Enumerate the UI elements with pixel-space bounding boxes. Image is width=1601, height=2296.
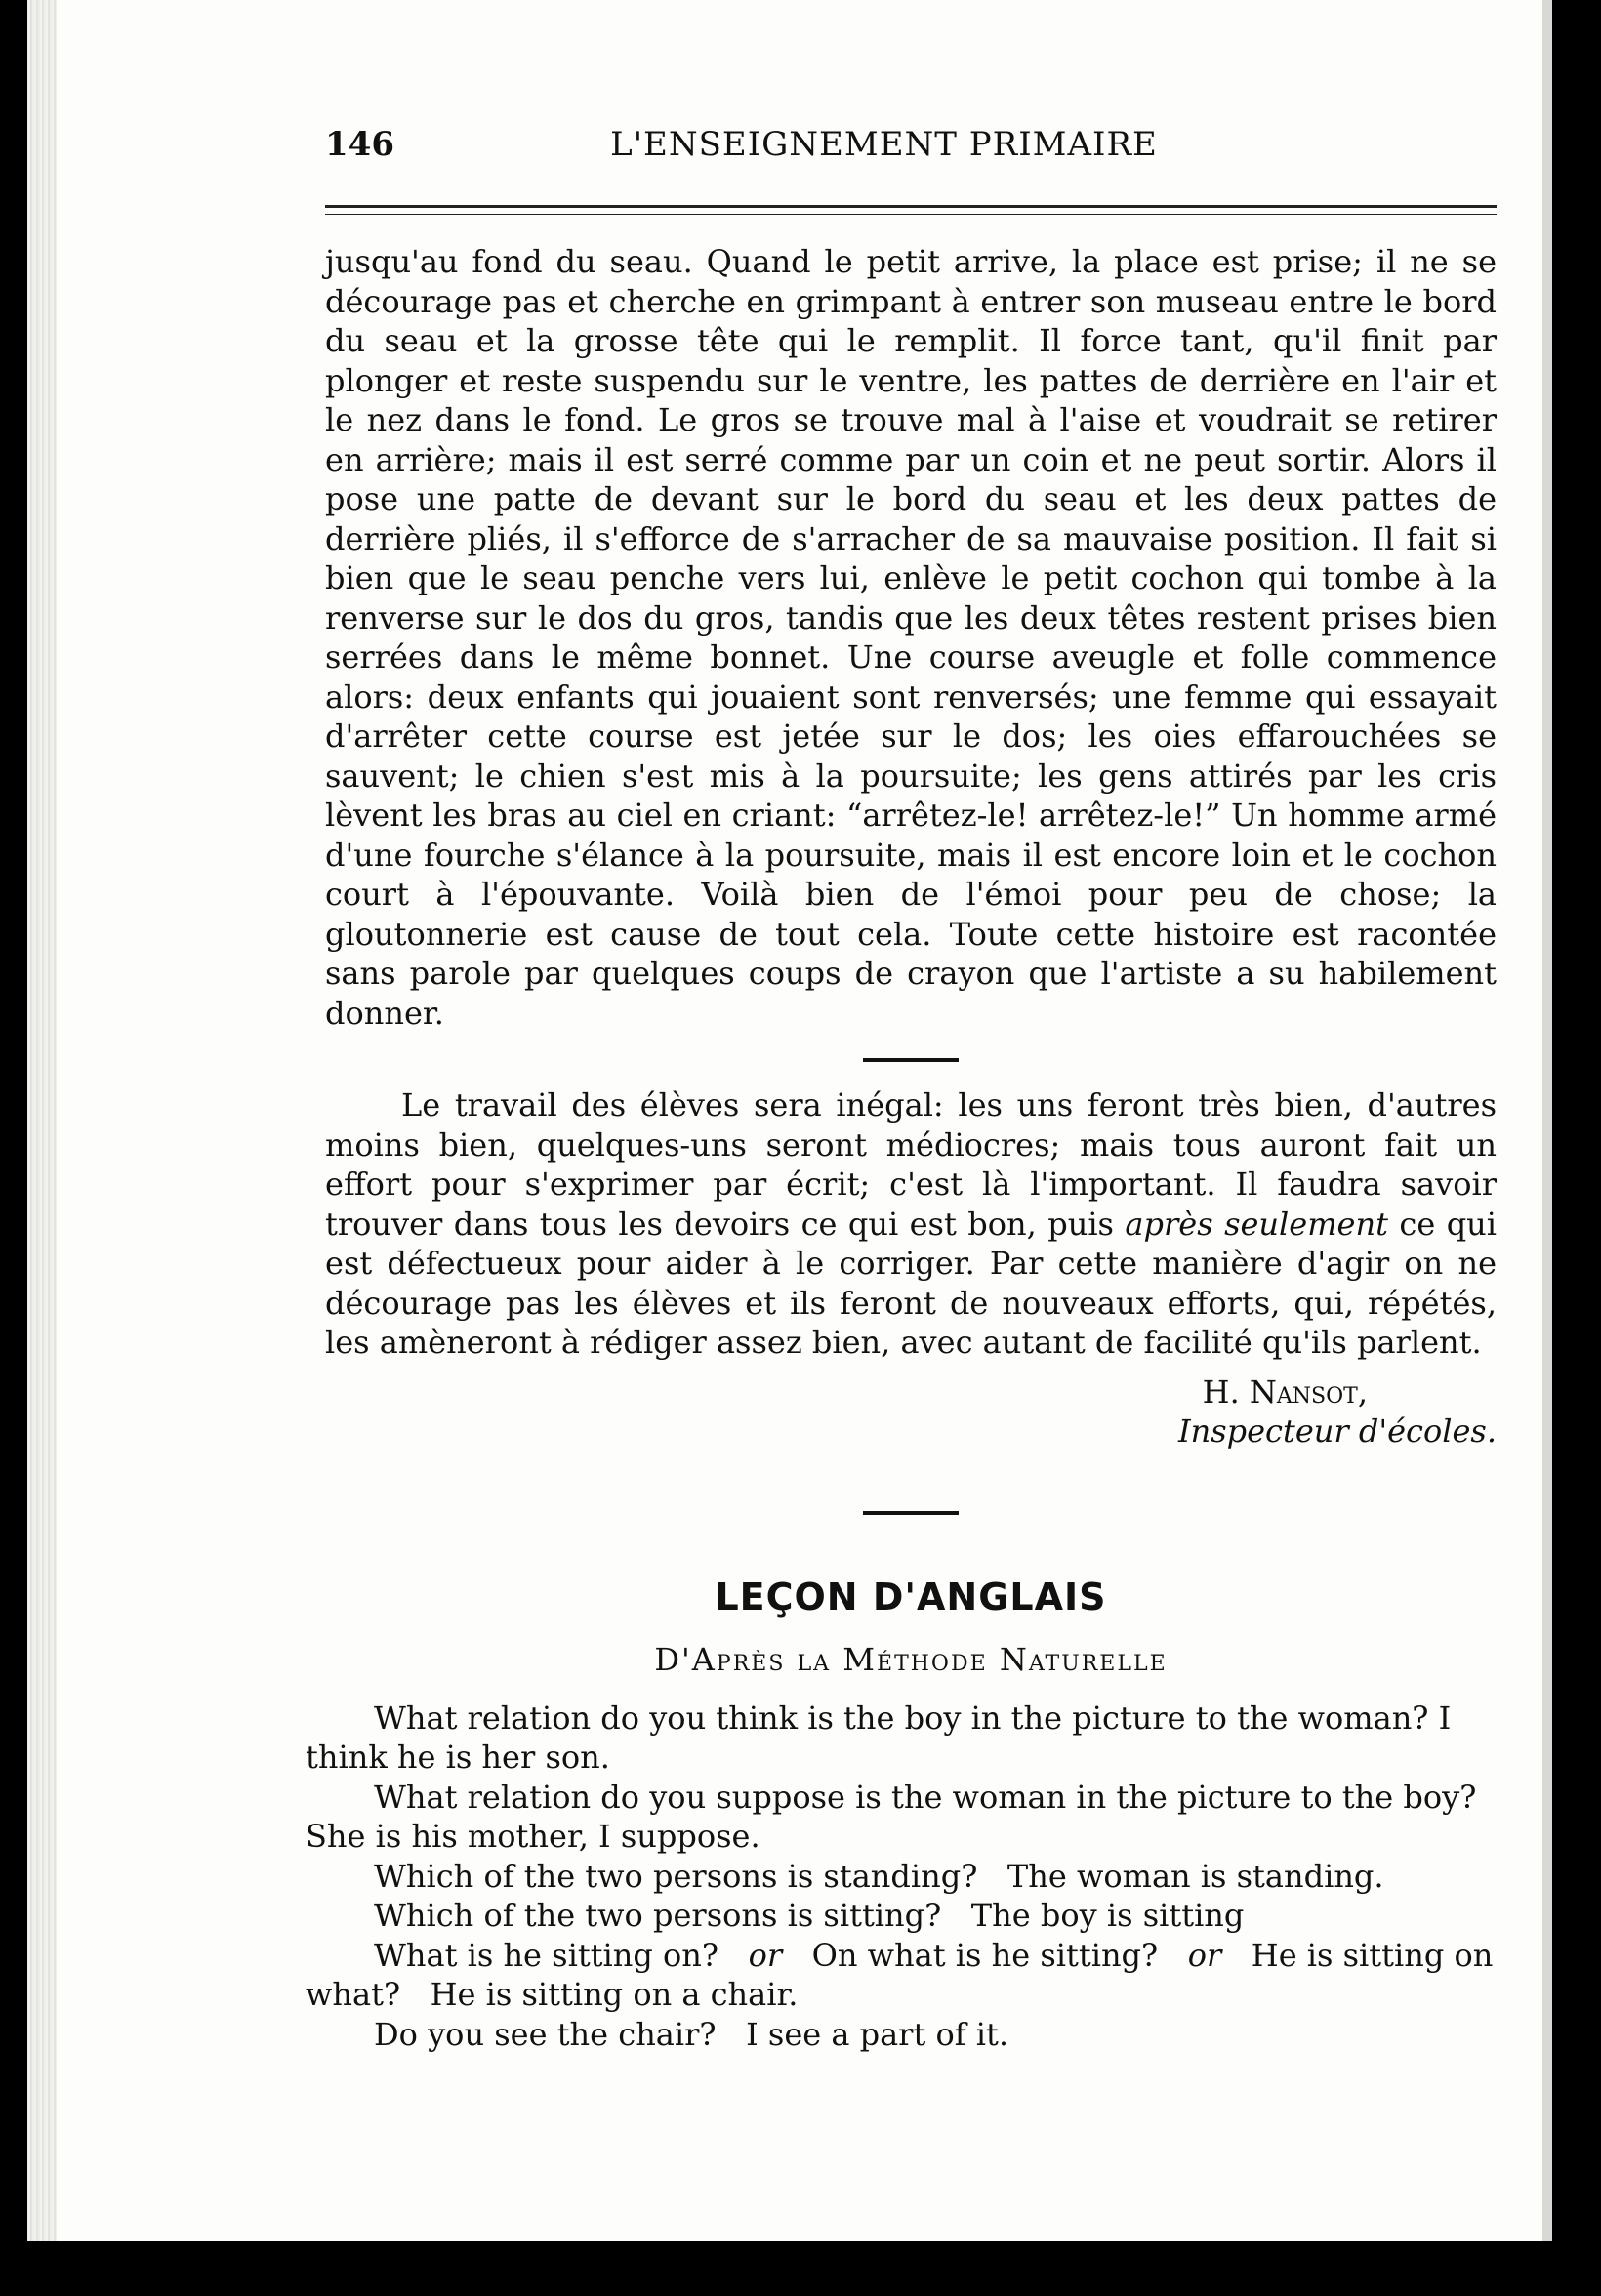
dialog-line <box>306 1896 1497 1936</box>
answer: I see a part of it. <box>746 2015 1009 2053</box>
question: What relation do you suppose is the woman in the picture to the boy? <box>374 1778 1477 1816</box>
lesson-dialog <box>306 1699 1497 2055</box>
answer: He is sitting on a chair. <box>430 1976 799 2013</box>
journal-title: L'ENSEIGNEMENT PRIMAIRE <box>610 125 1158 164</box>
dialog-line <box>306 1699 1497 1778</box>
author-initial: H. <box>1202 1373 1240 1411</box>
story-section <box>325 242 1497 1679</box>
paper-sheet <box>27 0 1552 2241</box>
conclusion-text-start: Le travail des élèves sera inégal: les uns feront très bien, d'autres moins bien, quelques-uns seront médiocres; mais tous auront fait un effort pour s'exprimer par écrit; c'est là l'important. Il faudra savoir trouver dans tous les devoirs ce qui est bon, puis <box>325 1086 1497 1243</box>
running-head <box>276 117 1492 178</box>
conclusion-emphasis: après seulement <box>1125 1205 1388 1243</box>
page-number: 146 <box>325 125 394 164</box>
author-surname: Nansot, <box>1249 1373 1368 1411</box>
question: What is he sitting on? <box>374 1936 719 1974</box>
lesson-subtitle: D'Après la Méthode Naturelle <box>654 1640 1168 1678</box>
answer: The boy is sitting <box>970 1897 1245 1934</box>
author-signature <box>325 1373 1368 1412</box>
or-word: or <box>748 1936 783 1974</box>
conclusion-paragraph <box>325 1086 1497 1363</box>
header-double-rule <box>325 205 1497 215</box>
question: What relation do you think is the boy in the picture to the woman? <box>374 1699 1429 1737</box>
question: Do you see the chair? <box>374 2015 717 2053</box>
dialog-line <box>306 2015 1497 2055</box>
question: Which of the two persons is sitting? <box>374 1897 942 1934</box>
or-word: or <box>1187 1936 1222 1974</box>
story-paragraph: jusqu'au fond du seau. Quand le petit arrive, la place est prise; il ne se décourage pas et cherche en grimpant à entrer son museau entre le bord du seau et la grosse tête qui le remplit. Il force tant, qu'il finit par plonger et reste suspendu sur le ventre, les pattes de derrière en l'air et le nez dans le fond. Le gros se trouve mal à l'aise et voudrait se retirer en arrière; mais il est serré comme par un coin et ne peut sortir. Alors il pose une patte de devant sur le bord du seau et les deux pattes de derrière pliés, il s'efforce de s'arracher de sa mauvaise position. Il fait si bien que le seau penche vers lui, enlève le petit cochon qui tombe à la renverse sur le dos du gros, tandis que les deux têtes restent prises bien serrées dans le même bonnet. Une course aveugle et folle commence alors: deux enfants qui jouaient sont renversés; une femme qui essayait d'arrêter cette course est jetée sur le dos; les oies effarouchées se sauvent; le chien s'est mis à la poursuite; les gens attirés par les cris lèvent les bras au ciel en criant: “arrêtez-le! arrêtez-le!” Un homme armé d'une fourche s'élance à la poursuite, mais il est encore loin et le cochon court à l'épouvante. Voilà bien de l'émoi pour peu de chose; la gloutonnerie est cause de tout cela. Toute cette histoire est racontée sans parole par quelques coups de crayon que l'artiste a su habilement donner. <box>325 243 1497 1032</box>
author-title: Inspecteur d'écoles. <box>1177 1412 1497 1450</box>
dialog-line <box>306 1857 1497 1897</box>
answer: I think he is her son. <box>306 1699 1452 1776</box>
question: Which of the two persons is standing? <box>374 1857 978 1895</box>
question-alt: On what is he sitting? <box>811 1936 1159 1974</box>
dialog-line <box>306 1936 1497 2015</box>
section-divider-2 <box>863 1511 959 1515</box>
page-edge <box>1542 0 1552 2241</box>
section-divider <box>863 1058 959 1062</box>
conclusion-text-end: ce qui est défectueux pour aider à le corriger. Par cette manière d'agir on ne décourage pas les élèves et ils feront de nouveaux efforts, qui, répétés, les amèneront à rédiger assez bien, avec autant de facilité qu'ils parlent. <box>325 1205 1498 1361</box>
question-alt: He is sitting on what? <box>306 1936 1494 2013</box>
binding-gutter <box>27 0 57 2241</box>
dialog-line <box>306 1778 1497 1857</box>
answer: The woman is standing. <box>1006 1857 1384 1895</box>
page-content <box>276 117 1498 2054</box>
lesson-title: LEÇON D'ANGLAIS <box>715 1575 1107 1619</box>
answer: She is his mother, I suppose. <box>306 1818 760 1855</box>
